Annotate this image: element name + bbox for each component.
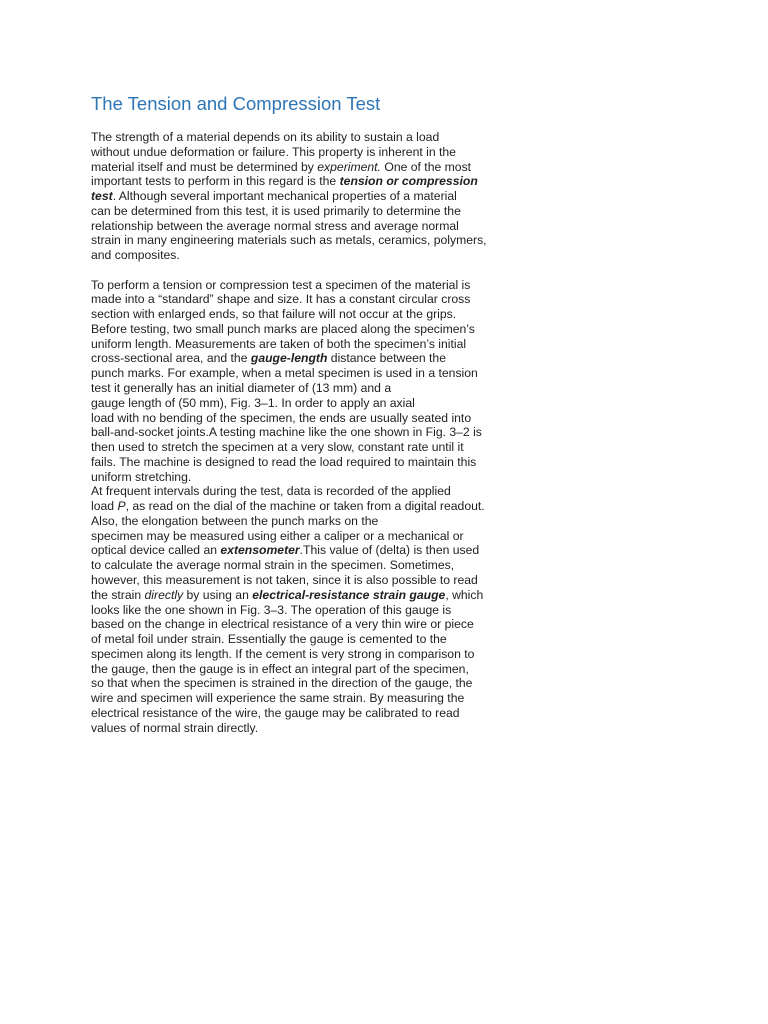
text-run: , as read on the dial of the machine or taken from a digital readout. (125, 499, 485, 514)
text-line (91, 676, 511, 691)
text-run: can be determined from this test, it is used primarily to determine the (91, 203, 461, 218)
text-run: uniform length. Measurements are taken of both the specimen’s initial (91, 336, 467, 351)
text-run: One of the most (380, 159, 472, 174)
text-run: The strength of a material depends on its ability to sustain a load (91, 130, 440, 144)
text-line (91, 204, 511, 219)
text-line (91, 499, 511, 514)
text-line (91, 351, 511, 366)
text-line (91, 558, 511, 573)
text-line (91, 145, 511, 160)
text-run: .This value of (delta) is then used (299, 543, 480, 558)
text-line (91, 366, 511, 381)
key-term-tension-or-compression: tension or compression (339, 174, 478, 189)
text-run: gauge length of (50 mm), Fig. 3–1. In order to apply an axial (91, 395, 415, 410)
text-run: then used to stretch the specimen at a very slow, constant rate until it (91, 440, 464, 455)
text-run: by using an (183, 587, 253, 602)
text-line (91, 233, 511, 248)
text-run: to calculate the average normal strain in the specimen. Sometimes, (91, 558, 455, 573)
text-line (91, 381, 511, 396)
text-run: however, this measurement is not taken, since it is also possible to read (91, 572, 478, 587)
text-run: made into a “standard” shape and size. It has a constant circular cross (91, 292, 471, 307)
text-line (91, 219, 511, 234)
text-line (91, 322, 511, 337)
text-run: cross-sectional area, and the (91, 351, 251, 366)
text-run: Before testing, two small punch marks are placed along the specimen’s (91, 321, 475, 336)
key-term-test: test (91, 189, 113, 204)
text-line (91, 248, 511, 263)
text-line (91, 529, 511, 544)
text-run: distance between the (327, 351, 446, 366)
key-term-gauge-length: gauge-length (250, 351, 328, 366)
key-term-strain-gauge: electrical-resistance strain gauge (252, 587, 446, 602)
text-run: fails. The machine is designed to read the load required to maintain this (91, 454, 477, 469)
text-run: important tests to perform in this regard is the (91, 174, 340, 189)
text-run: wire and specimen will experience the same strain. By measuring the (91, 691, 465, 706)
text-line (91, 514, 511, 529)
text-run: punch marks. For example, when a metal specimen is used in a tension (91, 366, 478, 381)
paragraph-gap (91, 263, 511, 278)
text-run: and composites. (91, 248, 180, 263)
document-body (91, 130, 511, 735)
text-line (91, 440, 511, 455)
text-run: specimen along its length. If the cement is very strong in comparison to (91, 646, 475, 661)
emphasis-experiment: experiment. (317, 159, 381, 174)
text-run: looks like the one shown in Fig. 3–3. The operation of this gauge is (91, 602, 452, 617)
text-line (91, 617, 511, 632)
text-line (91, 292, 511, 307)
text-line (91, 337, 511, 352)
text-line (91, 662, 511, 677)
text-run: load with no bending of the specimen, the ends are usually seated into (91, 410, 472, 425)
text-line (91, 603, 511, 618)
text-run: material itself and must be determined by (91, 159, 318, 174)
text-run: electrical resistance of the wire, the gauge may be calibrated to read (91, 705, 460, 720)
text-run: test it generally has an initial diameter of (13 mm) and a (91, 381, 392, 396)
text-line (91, 721, 511, 736)
document-title: The Tension and Compression Test (91, 93, 381, 114)
text-line (91, 455, 511, 470)
text-line (91, 425, 511, 440)
text-line (91, 706, 511, 721)
text-run: Also, the elongation between the punch marks on the (91, 513, 379, 528)
text-line (91, 632, 511, 647)
text-line (91, 573, 511, 588)
text-line (91, 130, 511, 145)
emphasis-directly: directly (144, 587, 184, 602)
text-run: strain in many engineering materials such as metals, ceramics, polymers, (91, 233, 487, 248)
text-line (91, 160, 511, 175)
text-run: uniform stretching. (91, 469, 192, 484)
text-run: load (91, 499, 118, 514)
text-line (91, 691, 511, 706)
text-line (91, 278, 511, 293)
text-run: without undue deformation or failure. This property is inherent in the (91, 144, 456, 159)
text-line (91, 484, 511, 499)
text-run: ball-and-socket joints.A testing machine like the one shown in Fig. 3–2 is (91, 425, 482, 440)
key-term-extensometer: extensometer (220, 543, 300, 558)
text-line (91, 396, 511, 411)
text-run: . Although several important mechanical properties of a material (112, 189, 457, 204)
text-line (91, 189, 511, 204)
text-run: optical device called an (91, 543, 221, 558)
text-run: At frequent intervals during the test, data is recorded of the applied (91, 484, 451, 499)
text-run: section with enlarged ends, so that failure will not occur at the grips. (91, 307, 457, 322)
text-run: , which (445, 587, 484, 602)
text-line (91, 307, 511, 322)
text-line (91, 411, 511, 426)
text-run: the strain (91, 587, 145, 602)
text-run: so that when the specimen is strained in the direction of the gauge, the (91, 676, 473, 691)
text-run: relationship between the average normal stress and average normal (91, 218, 459, 233)
text-line (91, 470, 511, 485)
text-line (91, 647, 511, 662)
text-run: the gauge, then the gauge is in effect an integral part of the specimen, (91, 661, 469, 676)
text-run: To perform a tension or compression test a specimen of the material is (91, 277, 471, 292)
text-run: specimen may be measured using either a caliper or a mechanical or (91, 528, 464, 543)
text-run: of metal foil under strain. Essentially the gauge is cemented to the (91, 632, 447, 647)
text-line (91, 588, 511, 603)
text-run: values of normal strain directly. (91, 720, 259, 735)
text-run: based on the change in electrical resistance of a very thin wire or piece (91, 617, 474, 632)
text-line (91, 174, 511, 189)
emphasis-load-p: P (117, 499, 126, 514)
text-line (91, 543, 511, 558)
